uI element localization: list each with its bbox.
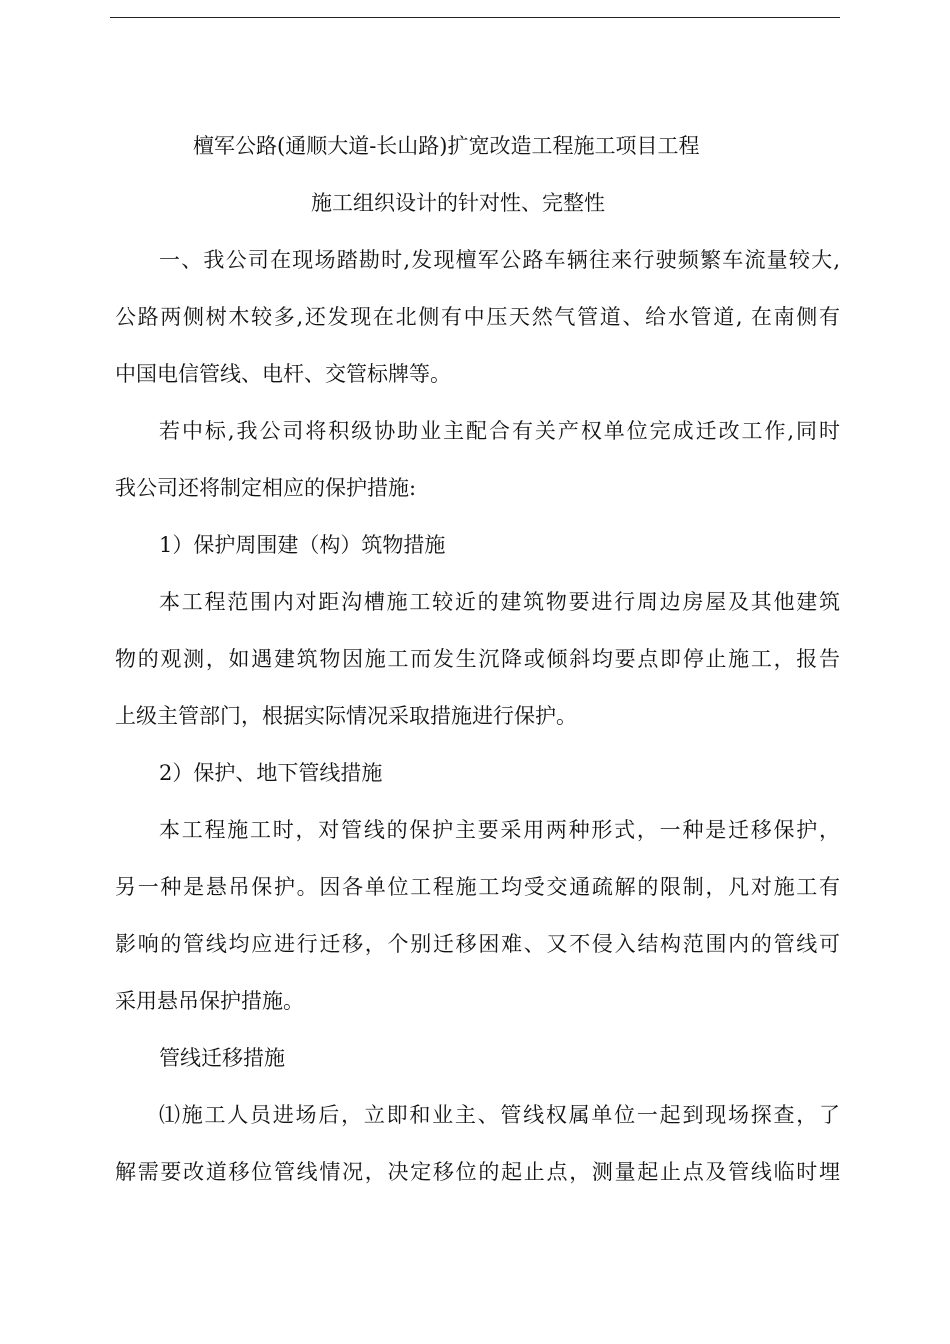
paragraph-2-line-2: 我公司还将制定相应的保护措施: [115,476,417,500]
paragraph-1-line-2: 公路两侧树木较多,还发现在北侧有中压天然气管道、给水管道, 在南侧有 [115,305,840,329]
header-rule [110,17,840,18]
paragraph-5-line-2: 解需要改道移位管线情况，决定移位的起止点，测量起止点及管线临时埋 [115,1160,840,1184]
section-heading-3: 管线迁移措施 [159,1046,285,1070]
paragraph-3-line-1: 本工程范围内对距沟槽施工较近的建筑物要进行周边房屋及其他建筑 [159,590,840,614]
paragraph-3-line-3: 上级主管部门，根据实际情况采取措施进行保护。 [115,704,577,728]
paragraph-1-line-1: 一、我公司在现场踏勘时,发现檀军公路车辆往来行驶频繁车流量较大, [159,248,840,272]
paragraph-4-line-1: 本工程施工时，对管线的保护主要采用两种形式，一种是迁移保护， [159,818,840,842]
section-heading-2: 2）保护、地下管线措施 [159,761,383,785]
paragraph-4-line-4: 采用悬吊保护措施。 [115,989,304,1013]
section-heading-1: 1）保护周围建（构）筑物措施 [159,533,446,557]
paragraph-5-line-1: ⑴施工人员进场后，立即和业主、管线权属单位一起到现场探查，了 [159,1103,840,1127]
document-title: 檀军公路(通顺大道-长山路)扩宽改造工程施工项目工程 [193,134,700,158]
paragraph-4-line-2: 另一种是悬吊保护。因各单位工程施工均受交通疏解的限制，凡对施工有 [115,875,840,899]
document-subtitle: 施工组织设计的针对性、完整性 [311,191,605,215]
document-body [115,118,840,1201]
paragraph-3-line-2: 物的观测，如遇建筑物因施工而发生沉降或倾斜均要点即停止施工，报告 [115,647,840,671]
paragraph-1-line-3: 中国电信管线、电杆、交管标牌等。 [115,362,451,386]
paragraph-2-line-1: 若中标,我公司将积级协助业主配合有关产权单位完成迁改工作,同时 [159,419,840,443]
paragraph-4-line-3: 影响的管线均应进行迁移，个别迁移困难、又不侵入结构范围内的管线可 [115,932,840,956]
